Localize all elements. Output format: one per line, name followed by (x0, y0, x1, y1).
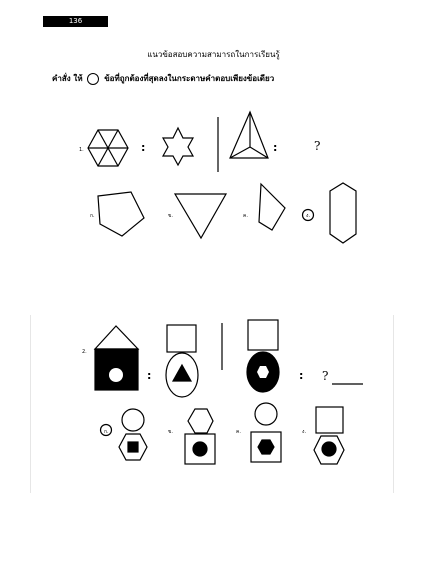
q1-choice-c-parallelogram-icon (259, 184, 285, 230)
q1-choice-b-label: ข. (168, 213, 174, 219)
q1-choice-b-triangle-icon (175, 194, 226, 238)
q2-choice-a-icon (119, 409, 147, 460)
q2-square-ellipse-hexagon-icon (247, 320, 279, 392)
q1-hexagon-icon (88, 130, 128, 166)
q2-colon-1: : (147, 369, 152, 382)
q2-question-mark: ? (322, 369, 329, 383)
instruction-prefix: คำสั่ง ให้ (52, 74, 83, 83)
q1-colon-2: : (273, 141, 278, 154)
q2-choice-d-icon (314, 407, 344, 464)
q1-choice-a-label: ก. (90, 213, 95, 219)
q1-choice-d-label: ง. (306, 213, 311, 219)
q2-choice-a-label: ก. (104, 429, 109, 435)
q2-answer-circle-icon (101, 425, 112, 436)
q2-choice-c-icon (251, 403, 281, 462)
q2-choice-c-label: ค. (236, 429, 241, 435)
q2-square-circle-triangle-icon (166, 325, 198, 397)
q1-number: 1. (79, 147, 84, 153)
page-number: 136 (43, 16, 108, 27)
q1-choice-a-pentagon-icon (98, 192, 144, 236)
q2-number: 2. (82, 349, 87, 355)
q2-choice-b-icon (185, 409, 215, 464)
q1-choice-d-hexagon-icon (330, 183, 356, 243)
q1-colon-1: : (141, 141, 146, 154)
instruction-suffix: ข้อที่ถูกต้องที่สุดลงในกระดาษคำตอบเพียงข้อเดียว (104, 74, 275, 83)
q2-colon-2: : (299, 369, 304, 382)
q1-choice-c-label: ค. (243, 213, 248, 219)
q2-choice-b-label: ข. (168, 429, 174, 435)
q2-house-icon (95, 326, 138, 390)
page-title: แนวข้อสอบความสามารถในการเรียนรู้ (147, 50, 280, 59)
q2-choice-d-label: ง. (302, 429, 307, 435)
q1-star-icon (163, 128, 193, 165)
q1-pyramid-icon (230, 112, 268, 158)
q1-question-mark: ? (314, 139, 321, 153)
q1-answer-circle-icon (303, 210, 314, 221)
